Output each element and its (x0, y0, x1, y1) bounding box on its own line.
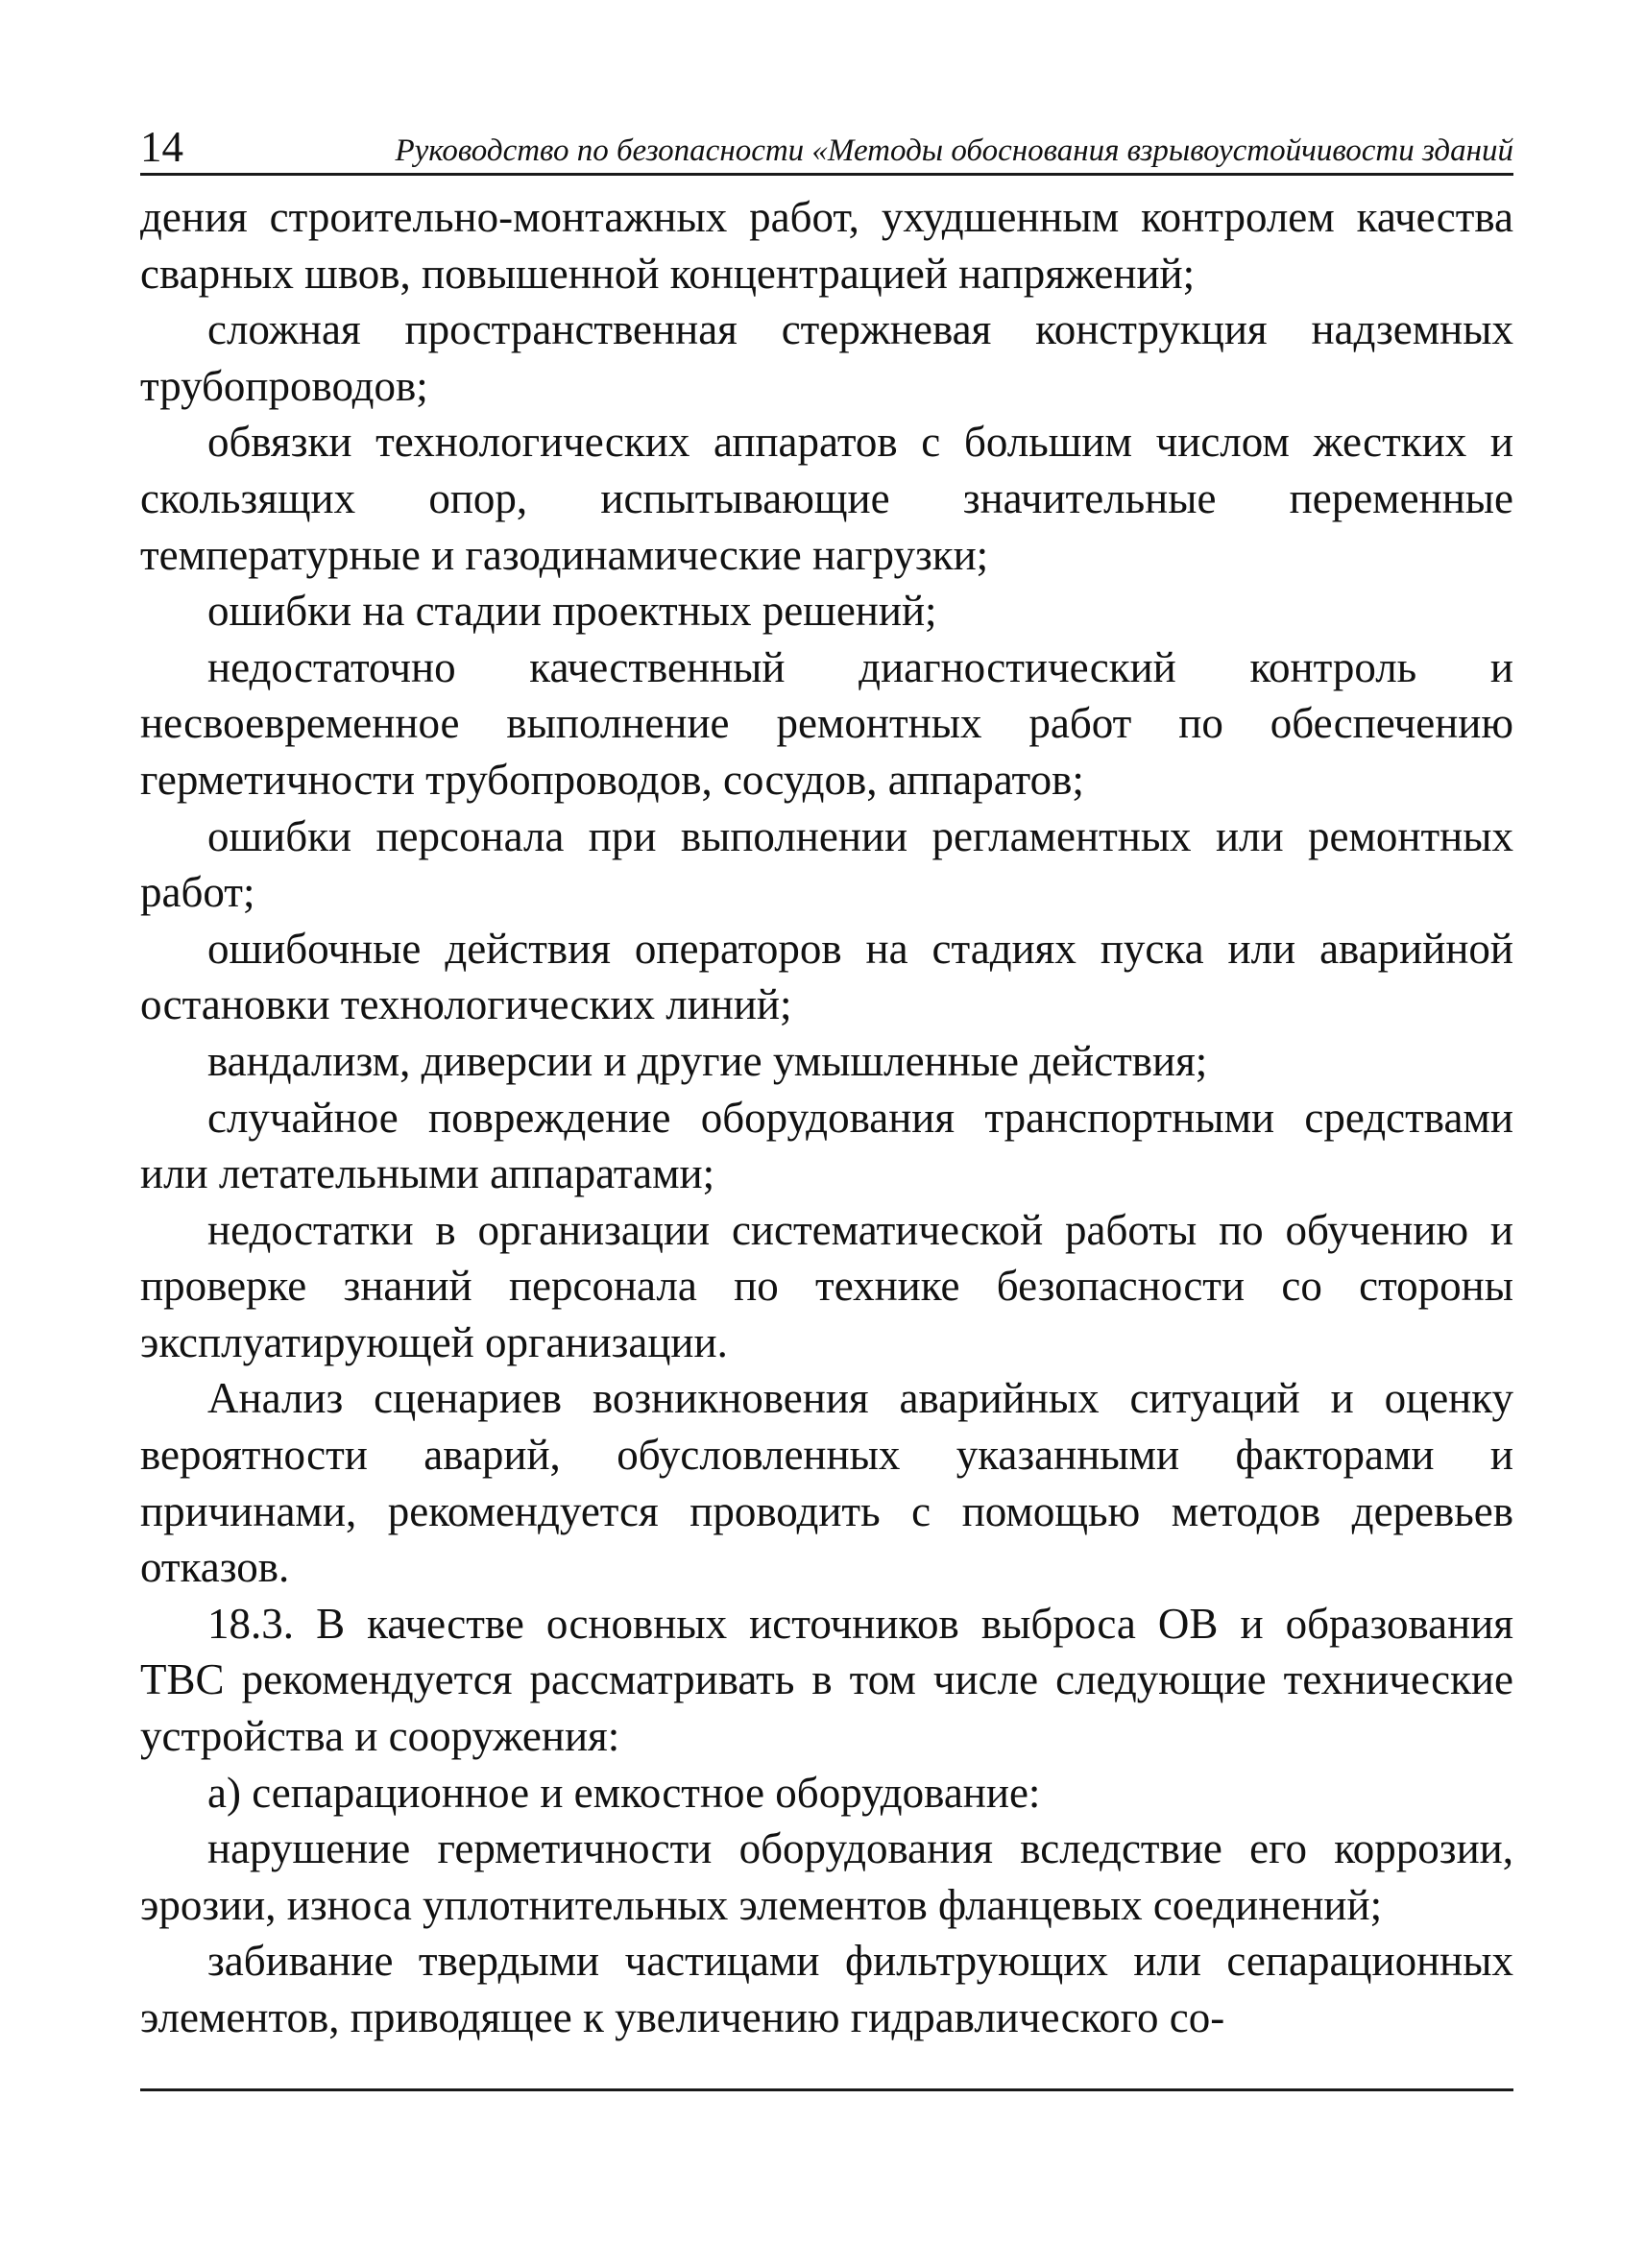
paragraph: дения строительно-монтажных работ, ухудшенным контролем качества сварных швов, повышенной концентрацией напряжений; (140, 193, 1513, 298)
document-page (140, 113, 1513, 2046)
paragraph: 18.3. В качестве основных источников выброса ОВ и образования ТВС рекомендуется рассматривать в том числе следующие технические устройства и сооружения: (140, 1599, 1513, 1761)
paragraph: ошибки на стадии проектных решений; (207, 587, 937, 636)
paragraph: забивание твердыми частицами фильтрующих или сепарационных элементов, приводящее к увеличению гидравлического со- (140, 1937, 1513, 2041)
page-number: 14 (140, 123, 183, 171)
paragraph: сложная пространственная стержневая конструкция надземных трубопроводов; (140, 305, 1513, 410)
paragraph: обвязки технологических аппаратов с большим числом жестких и скользящих опор, испытывающие значительные переменные температурные и газодинамические нагрузки; (140, 418, 1513, 579)
paragraph: нарушение герметичности оборудования вследствие его коррозии, эрозии, износа уплотнительных элементов фланцевых соединений; (140, 1824, 1513, 1929)
paragraph: ошибки персонала при выполнении регламентных или ремонтных работ; (140, 811, 1513, 917)
paragraph: а) сепарационное и емкостное оборудование: (207, 1768, 1041, 1817)
body-text (140, 189, 1513, 2046)
footer-rule (140, 2088, 1513, 2091)
paragraph: Анализ сценариев возникновения аварийных ситуаций и оценку вероятности аварий, обусловленных указанными факторами и причинами, рекомендуется проводить с помощью методов деревьев отказов. (140, 1374, 1513, 1592)
running-header (140, 113, 1513, 176)
paragraph: недостатки в организации систематической работы по обучению и проверке знаний персонала по технике безопасности со стороны эксплуатирующей организации. (140, 1205, 1513, 1366)
paragraph: случайное повреждение оборудования транспортными средствами или летательными аппаратами; (140, 1093, 1513, 1198)
paragraph: вандализм, диверсии и другие умышленные действия; (207, 1036, 1208, 1085)
running-header-title: Руководство по безопасности «Методы обоснования взрывоустойчивости зданий (395, 133, 1513, 168)
paragraph: недостаточно качественный диагностический контроль и несвоевременное выполнение ремонтных работ по обеспечению герметичности трубопроводов, сосудов, аппаратов; (140, 642, 1513, 804)
paragraph: ошибочные действия операторов на стадиях пуска или аварийной остановки технологических линий; (140, 924, 1513, 1029)
